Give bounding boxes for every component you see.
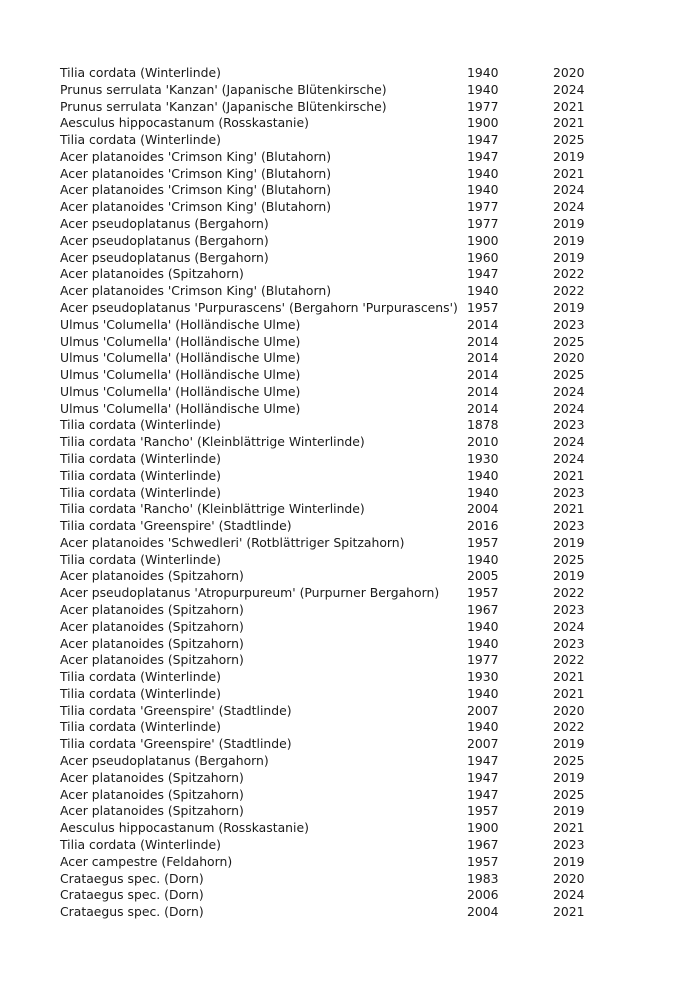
table-row [60, 686, 613, 703]
planting-year-cell: 1947 [467, 786, 499, 802]
inspection-year-cell: 2019 [553, 853, 585, 869]
planting-year-cell: 1930 [467, 450, 499, 466]
table-row [60, 149, 613, 166]
table-row [60, 736, 613, 753]
inspection-year-cell: 2019 [553, 803, 585, 819]
planting-year-cell: 1947 [467, 769, 499, 785]
inspection-year-cell: 2021 [553, 467, 585, 483]
table-row [60, 132, 613, 149]
tree-name-cell: Acer platanoides (Spitzahorn) [60, 568, 244, 584]
planting-year-cell: 2014 [467, 383, 499, 399]
planting-year-cell: 1957 [467, 585, 499, 601]
inspection-year-cell: 2024 [553, 450, 585, 466]
planting-year-cell: 2014 [467, 367, 499, 383]
table-row [60, 199, 613, 216]
inspection-year-cell: 2021 [553, 98, 585, 114]
table-row [60, 115, 613, 132]
table-row [60, 350, 613, 367]
planting-year-cell: 1957 [467, 853, 499, 869]
table-row [60, 266, 613, 283]
inspection-year-cell: 2019 [553, 534, 585, 550]
tree-name-cell: Tilia cordata 'Greenspire' (Stadtlinde) [60, 736, 292, 752]
planting-year-cell: 1957 [467, 534, 499, 550]
inspection-year-cell: 2019 [553, 299, 585, 315]
tree-name-cell: Tilia cordata (Winterlinde) [60, 551, 221, 567]
planting-year-cell: 1940 [467, 685, 499, 701]
planting-year-cell: 1967 [467, 602, 499, 617]
tree-name-cell: Acer platanoides (Spitzahorn) [60, 635, 244, 651]
tree-name-cell: Tilia cordata (Winterlinde) [60, 836, 221, 852]
inspection-year-cell: 2024 [553, 182, 585, 198]
inspection-year-cell: 2019 [553, 232, 585, 248]
inspection-year-cell: 2019 [553, 568, 585, 584]
table-row [60, 871, 613, 888]
planting-year-cell: 1900 [467, 820, 499, 836]
planting-year-cell: 2014 [467, 400, 499, 416]
planting-year-cell: 1940 [467, 618, 499, 634]
planting-year-cell: 1957 [467, 803, 499, 819]
planting-year-cell: 1977 [467, 652, 499, 668]
inspection-year-cell: 2022 [553, 283, 585, 299]
table-row [60, 182, 613, 199]
tree-name-cell: Prunus serrulata 'Kanzan' (Japanische Blütenkirsche) [60, 81, 387, 97]
tree-table [60, 65, 613, 921]
table-row [60, 317, 613, 334]
tree-name-cell: Tilia cordata (Winterlinde) [60, 484, 221, 500]
tree-name-cell: Aesculus hippocastanum (Rosskastanie) [60, 115, 309, 131]
tree-name-cell: Tilia cordata 'Rancho' (Kleinblättrige Winterlinde) [60, 501, 365, 517]
table-row [60, 334, 613, 351]
tree-name-cell: Acer pseudoplatanus (Bergahorn) [60, 216, 269, 232]
tree-name-cell: Crataegus spec. (Dorn) [60, 887, 204, 903]
tree-name-cell: Tilia cordata 'Greenspire' (Stadtlinde) [60, 518, 292, 534]
inspection-year-cell: 2022 [553, 652, 585, 668]
table-row [60, 820, 613, 837]
tree-name-cell: Acer platanoides (Spitzahorn) [60, 266, 244, 282]
inspection-year-cell: 2022 [553, 719, 585, 735]
planting-year-cell: 1977 [467, 199, 499, 215]
table-row [60, 417, 613, 434]
table-row [60, 719, 613, 736]
table-row [60, 619, 613, 636]
table-row [60, 837, 613, 854]
planting-year-cell: 2016 [467, 518, 499, 534]
table-row [60, 568, 613, 585]
inspection-year-cell: 2025 [553, 367, 585, 383]
planting-year-cell: 2005 [467, 568, 499, 584]
planting-year-cell: 1940 [467, 81, 499, 97]
planting-year-cell: 2010 [467, 434, 499, 450]
tree-name-cell: Acer platanoides 'Crimson King' (Blutahorn) [60, 165, 332, 181]
tree-name-cell: Acer platanoides (Spitzahorn) [60, 803, 244, 819]
inspection-year-cell: 2019 [553, 249, 585, 265]
tree-name-cell: Acer platanoides (Spitzahorn) [60, 769, 244, 785]
inspection-year-cell: 2020 [553, 870, 585, 886]
inspection-year-cell: 2021 [553, 115, 585, 131]
planting-year-cell: 1940 [467, 283, 499, 299]
table-row [60, 669, 613, 686]
table-row [60, 216, 613, 233]
tree-name-cell: Tilia cordata 'Rancho' (Kleinblättrige Winterlinde) [60, 434, 365, 450]
planting-year-cell: 1900 [467, 115, 499, 131]
inspection-year-cell: 2019 [553, 769, 585, 785]
tree-name-cell: Ulmus 'Columella' (Holländische Ulme) [60, 316, 301, 332]
tree-name-cell: Acer pseudoplatanus (Bergahorn) [60, 753, 269, 769]
inspection-year-cell: 2019 [553, 148, 585, 164]
planting-year-cell: 2007 [467, 702, 499, 718]
table-row [60, 787, 613, 804]
tree-name-cell: Acer pseudoplatanus 'Atropurpureum' (Purpurner Bergahorn) [60, 585, 440, 601]
tree-name-cell: Acer platanoides 'Crimson King' (Blutahorn) [60, 199, 332, 215]
planting-year-cell: 2014 [467, 316, 499, 332]
inspection-year-cell: 2024 [553, 383, 585, 399]
tree-name-cell: Ulmus 'Columella' (Holländische Ulme) [60, 367, 301, 383]
planting-year-cell: 1940 [467, 719, 499, 735]
planting-year-cell: 2014 [467, 350, 499, 366]
tree-name-cell: Acer campestre (Feldahorn) [60, 853, 233, 869]
planting-year-cell: 1960 [467, 249, 499, 265]
planting-year-cell: 1940 [467, 182, 499, 198]
planting-year-cell: 1940 [467, 65, 499, 80]
table-row [60, 887, 613, 904]
planting-year-cell: 1940 [467, 635, 499, 651]
tree-name-cell: Acer pseudoplatanus (Bergahorn) [60, 249, 269, 265]
inspection-year-cell: 2021 [553, 904, 585, 920]
tree-name-cell: Acer platanoides (Spitzahorn) [60, 618, 244, 634]
tree-name-cell: Tilia cordata (Winterlinde) [60, 467, 221, 483]
table-row [60, 401, 613, 418]
tree-name-cell: Tilia cordata (Winterlinde) [60, 719, 221, 735]
inspection-year-cell: 2024 [553, 434, 585, 450]
tree-name-cell: Tilia cordata (Winterlinde) [60, 132, 221, 148]
inspection-year-cell: 2023 [553, 484, 585, 500]
inspection-year-cell: 2021 [553, 669, 585, 685]
table-row [60, 770, 613, 787]
table-row [60, 803, 613, 820]
tree-name-cell: Tilia cordata 'Greenspire' (Stadtlinde) [60, 702, 292, 718]
table-row [60, 904, 613, 921]
table-row [60, 384, 613, 401]
tree-name-cell: Crataegus spec. (Dorn) [60, 904, 204, 920]
table-row [60, 99, 613, 116]
planting-year-cell: 2006 [467, 887, 499, 903]
planting-year-cell: 1967 [467, 836, 499, 852]
planting-year-cell: 1983 [467, 870, 499, 886]
inspection-year-cell: 2023 [553, 316, 585, 332]
inspection-year-cell: 2019 [553, 216, 585, 232]
inspection-year-cell: 2025 [553, 132, 585, 148]
table-row [60, 636, 613, 653]
tree-name-cell: Acer pseudoplatanus (Bergahorn) [60, 232, 269, 248]
table-row [60, 585, 613, 602]
planting-year-cell: 2014 [467, 333, 499, 349]
planting-year-cell: 1977 [467, 216, 499, 232]
planting-year-cell: 1940 [467, 484, 499, 500]
planting-year-cell: 1947 [467, 132, 499, 148]
inspection-year-cell: 2021 [553, 685, 585, 701]
tree-name-cell: Acer platanoides 'Crimson King' (Blutahorn) [60, 148, 332, 164]
planting-year-cell: 1947 [467, 266, 499, 282]
table-row [60, 82, 613, 99]
tree-name-cell: Ulmus 'Columella' (Holländische Ulme) [60, 400, 301, 416]
inspection-year-cell: 2020 [553, 702, 585, 718]
inspection-year-cell: 2021 [553, 820, 585, 836]
inspection-year-cell: 2025 [553, 753, 585, 769]
table-row [60, 250, 613, 267]
tree-name-cell: Ulmus 'Columella' (Holländische Ulme) [60, 383, 301, 399]
table-row [60, 703, 613, 720]
table-row [60, 501, 613, 518]
tree-name-cell: Tilia cordata (Winterlinde) [60, 417, 221, 433]
table-row [60, 552, 613, 569]
planting-year-cell: 2004 [467, 904, 499, 920]
planting-year-cell: 1977 [467, 98, 499, 114]
inspection-year-cell: 2024 [553, 400, 585, 416]
inspection-year-cell: 2020 [553, 65, 585, 80]
table-row [60, 753, 613, 770]
table-row [60, 166, 613, 183]
inspection-year-cell: 2024 [553, 81, 585, 97]
tree-name-cell: Acer platanoides (Spitzahorn) [60, 652, 244, 668]
tree-name-cell: Tilia cordata (Winterlinde) [60, 450, 221, 466]
planting-year-cell: 1940 [467, 551, 499, 567]
table-row [60, 300, 613, 317]
inspection-year-cell: 2024 [553, 618, 585, 634]
planting-year-cell: 1900 [467, 232, 499, 248]
tree-name-cell: Acer pseudoplatanus 'Purpurascens' (Bergahorn 'Purpurascens') [60, 299, 458, 315]
inspection-year-cell: 2021 [553, 165, 585, 181]
inspection-year-cell: 2025 [553, 786, 585, 802]
table-row [60, 535, 613, 552]
table-row [60, 468, 613, 485]
table-row [60, 602, 613, 619]
inspection-year-cell: 2021 [553, 501, 585, 517]
tree-name-cell: Tilia cordata (Winterlinde) [60, 669, 221, 685]
inspection-year-cell: 2022 [553, 585, 585, 601]
inspection-year-cell: 2024 [553, 887, 585, 903]
inspection-year-cell: 2020 [553, 350, 585, 366]
inspection-year-cell: 2023 [553, 518, 585, 534]
inspection-year-cell: 2022 [553, 266, 585, 282]
tree-name-cell: Acer platanoides 'Crimson King' (Blutahorn) [60, 182, 332, 198]
tree-name-cell: Crataegus spec. (Dorn) [60, 870, 204, 886]
table-row [60, 854, 613, 871]
inspection-year-cell: 2025 [553, 551, 585, 567]
planting-year-cell: 1878 [467, 417, 499, 433]
tree-table-body [60, 65, 613, 921]
inspection-year-cell: 2024 [553, 199, 585, 215]
planting-year-cell: 1947 [467, 148, 499, 164]
tree-name-cell: Prunus serrulata 'Kanzan' (Japanische Blütenkirsche) [60, 98, 387, 114]
planting-year-cell: 1947 [467, 753, 499, 769]
tree-name-cell: Ulmus 'Columella' (Holländische Ulme) [60, 333, 301, 349]
table-row [60, 434, 613, 451]
inspection-year-cell: 2023 [553, 417, 585, 433]
inspection-year-cell: 2023 [553, 602, 585, 617]
planting-year-cell: 1940 [467, 467, 499, 483]
table-row [60, 652, 613, 669]
inspection-year-cell: 2023 [553, 836, 585, 852]
table-row [60, 518, 613, 535]
inspection-year-cell: 2023 [553, 635, 585, 651]
tree-name-cell: Aesculus hippocastanum (Rosskastanie) [60, 820, 309, 836]
table-row [60, 65, 613, 82]
tree-name-cell: Acer platanoides 'Crimson King' (Blutahorn) [60, 283, 332, 299]
inspection-year-cell: 2025 [553, 333, 585, 349]
planting-year-cell: 1930 [467, 669, 499, 685]
table-row [60, 233, 613, 250]
table-row [60, 367, 613, 384]
table-row [60, 485, 613, 502]
tree-name-cell: Acer platanoides (Spitzahorn) [60, 602, 244, 617]
tree-name-cell: Tilia cordata (Winterlinde) [60, 685, 221, 701]
table-row [60, 451, 613, 468]
planting-year-cell: 1940 [467, 165, 499, 181]
tree-name-cell: Ulmus 'Columella' (Holländische Ulme) [60, 350, 301, 366]
tree-name-cell: Acer platanoides (Spitzahorn) [60, 786, 244, 802]
table-row [60, 283, 613, 300]
planting-year-cell: 2004 [467, 501, 499, 517]
inspection-year-cell: 2019 [553, 736, 585, 752]
tree-name-cell: Tilia cordata (Winterlinde) [60, 65, 221, 80]
planting-year-cell: 2007 [467, 736, 499, 752]
planting-year-cell: 1957 [467, 299, 499, 315]
tree-name-cell: Acer platanoides 'Schwedleri' (Rotblättriger Spitzahorn) [60, 534, 405, 550]
